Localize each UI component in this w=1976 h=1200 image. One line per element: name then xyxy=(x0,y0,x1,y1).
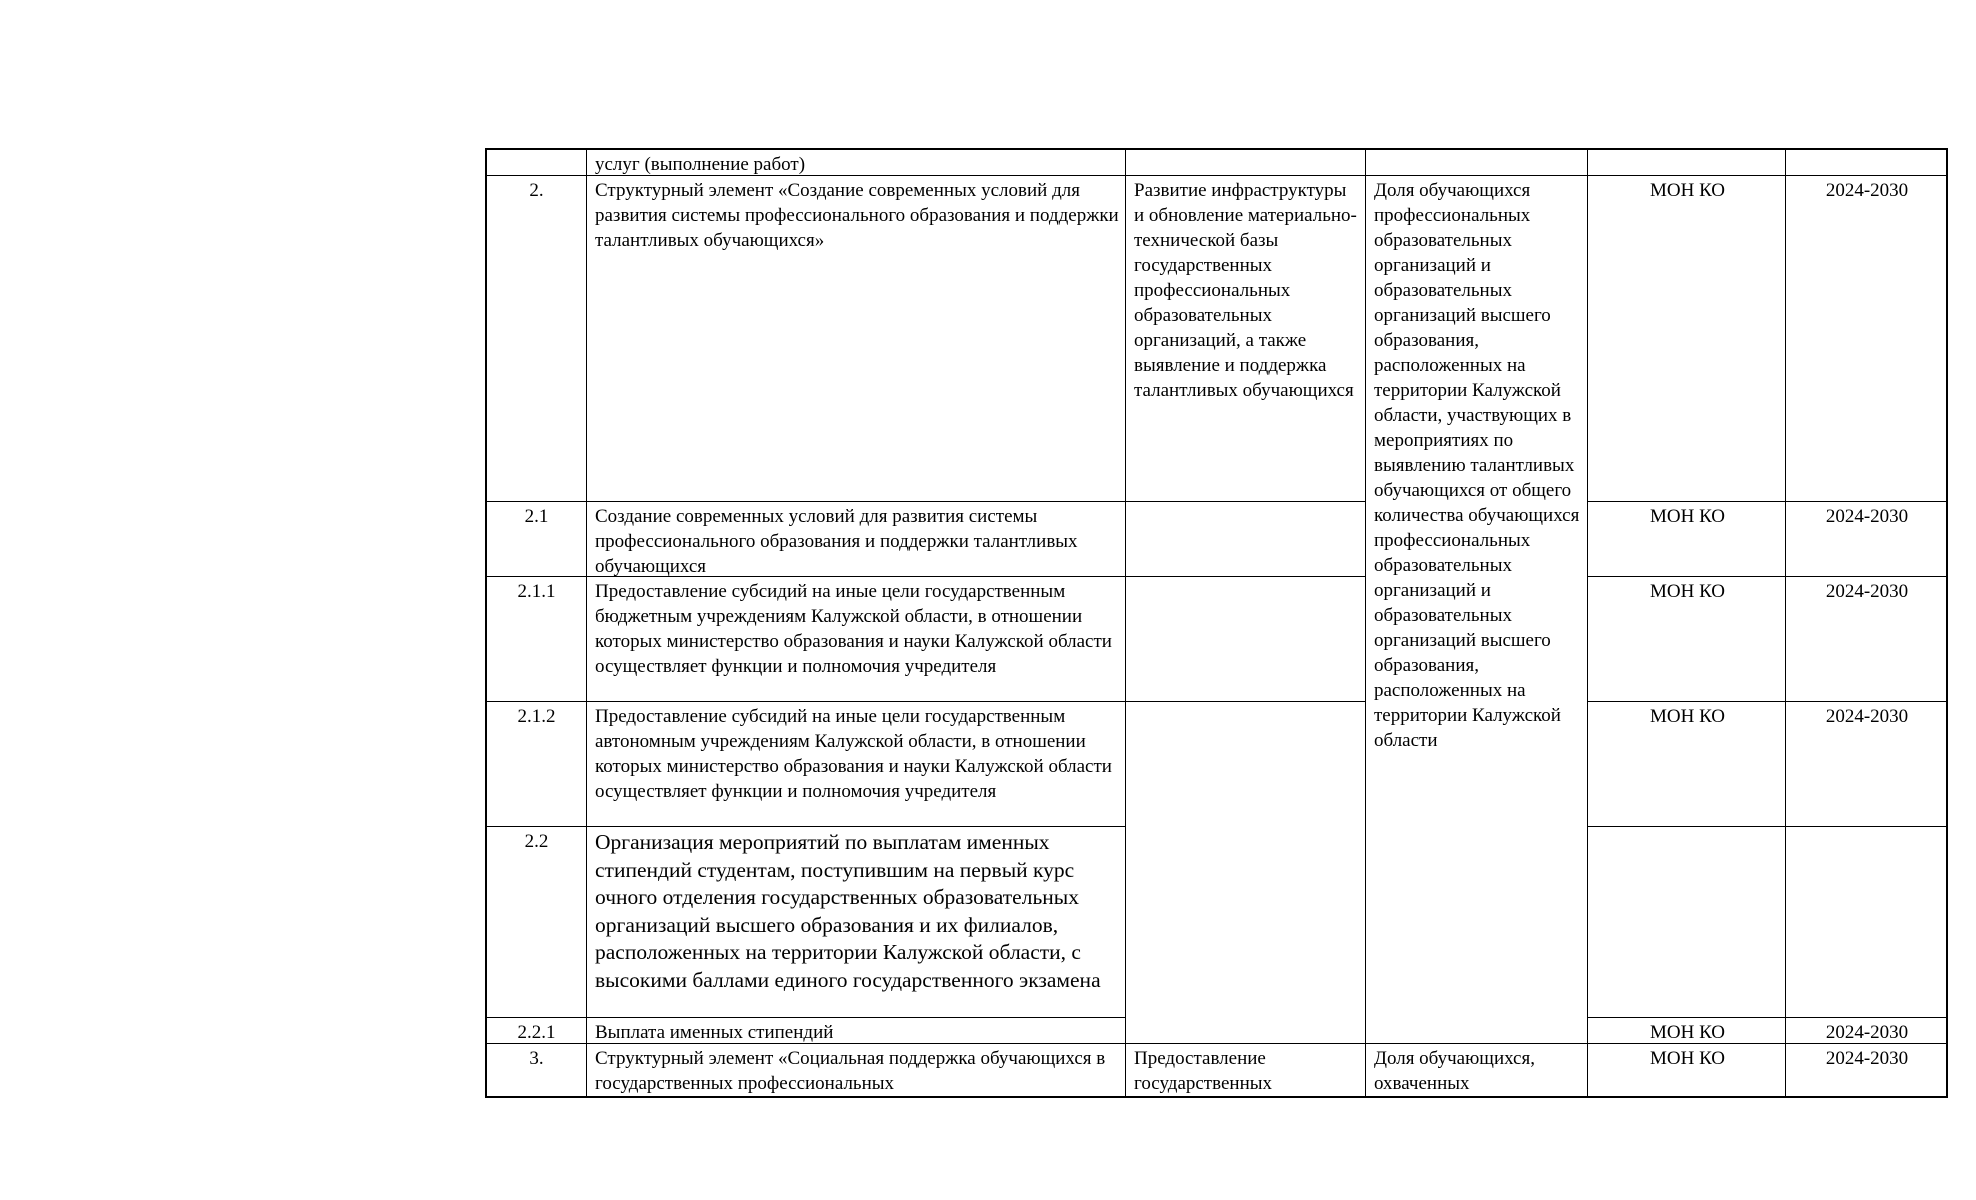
table-cell-responsible: МОН КО xyxy=(1588,502,1786,577)
table-cell-period: 2024-2030 xyxy=(1786,1018,1946,1044)
table-cell-num: 2.2 xyxy=(487,827,587,1018)
measures-table xyxy=(485,148,1948,1098)
table-cell-responsible: МОН КО xyxy=(1588,702,1786,827)
table-cell-name: Выплата именных стипендий xyxy=(587,1018,1126,1044)
table-cell-num: 2.1.1 xyxy=(487,577,587,702)
table-cell-name: Предоставление субсидий на иные цели государственным бюджетным учреждениям Калужской области, в отношении которых министерство образования и науки Калужской области осуществляет функции и полномочия учредителя xyxy=(587,577,1126,702)
table-cell-period xyxy=(1786,150,1946,176)
table-cell-indicator: Доля обучающихся профессиональных образовательных организаций и образовательных организаций высшего образования, расположенных на территории Калужской области, участвующих в мероприятиях по выявлению талантливых обучающихся от общего количества обучающихся профессиональных образовательных организаций и образовательных организаций высшего образования, расположенных на территории Калужской области xyxy=(1366,176,1588,1044)
table-cell-responsible: МОН КО xyxy=(1588,577,1786,702)
table-cell-name: Структурный элемент «Социальная поддержка обучающихся в государственных профессиональных xyxy=(587,1044,1126,1096)
table-cell-indicator xyxy=(1366,150,1588,176)
table-cell-name: Структурный элемент «Создание современных условий для развития системы профессионального образования и поддержки талантливых обучающихся» xyxy=(587,176,1126,502)
table-cell-name: Предоставление субсидий на иные цели государственным автономным учреждениям Калужской области, в отношении которых министерство образования и науки Калужской области осуществляет функции и полномочия учредителя xyxy=(587,702,1126,827)
table-cell-period: 2024-2030 xyxy=(1786,702,1946,827)
table-grid xyxy=(487,150,1946,1096)
table-cell-num: 3. xyxy=(487,1044,587,1096)
table-cell-responsible: МОН КО xyxy=(1588,1044,1786,1096)
table-cell-period: 2024-2030 xyxy=(1825,1048,1909,1069)
table-cell-responsible xyxy=(1588,827,1786,1018)
table-cell-responsible: МОН КО xyxy=(1588,176,1786,502)
table-cell-name: Организация мероприятий по выплатам именных стипендий студентам, поступившим на первый курс очного отделения государственных образовательных организаций высшего образования и их филиалов, расположенных на территории Калужской области, с высокими баллами единого государственного экзамена xyxy=(587,827,1126,1018)
table-cell-task xyxy=(1126,702,1366,1044)
table-cell-task: Предоставление государственных xyxy=(1126,1044,1366,1096)
table-cell-task xyxy=(1126,150,1366,176)
table-cell-name: Создание современных условий для развития системы профессионального образования и поддержки талантливых обучающихся xyxy=(587,502,1126,577)
table-cell-num: 2.1.2 xyxy=(487,702,587,827)
table-cell-task xyxy=(1126,577,1366,702)
table-cell-responsible xyxy=(1588,150,1786,176)
table-cell-num xyxy=(487,150,587,176)
table-cell-responsible: МОН КО xyxy=(1588,1018,1786,1044)
table-cell-task xyxy=(1126,502,1366,577)
table-cell-indicator: Доля обучающихся, охваченных xyxy=(1366,1044,1588,1096)
table-cell-task: Развитие инфраструктуры и обновление материально-технической базы государственных профессиональных образовательных организаций, а также выявление и поддержка талантливых обучающихся xyxy=(1126,176,1366,502)
table-cell-name: услуг (выполнение работ) xyxy=(587,150,1126,176)
table-cell-num: 2.1 xyxy=(487,502,587,577)
table-cell-period: 2024-2030 xyxy=(1786,577,1946,702)
table-cell-period: 2024-2030 xyxy=(1786,502,1946,577)
table-cell-num: 2.2.1 xyxy=(487,1018,587,1044)
table-cell-period xyxy=(1786,827,1946,1018)
table-cell-num: 2. xyxy=(487,176,587,502)
table-cell-period: 2024-2030 xyxy=(1786,176,1946,502)
